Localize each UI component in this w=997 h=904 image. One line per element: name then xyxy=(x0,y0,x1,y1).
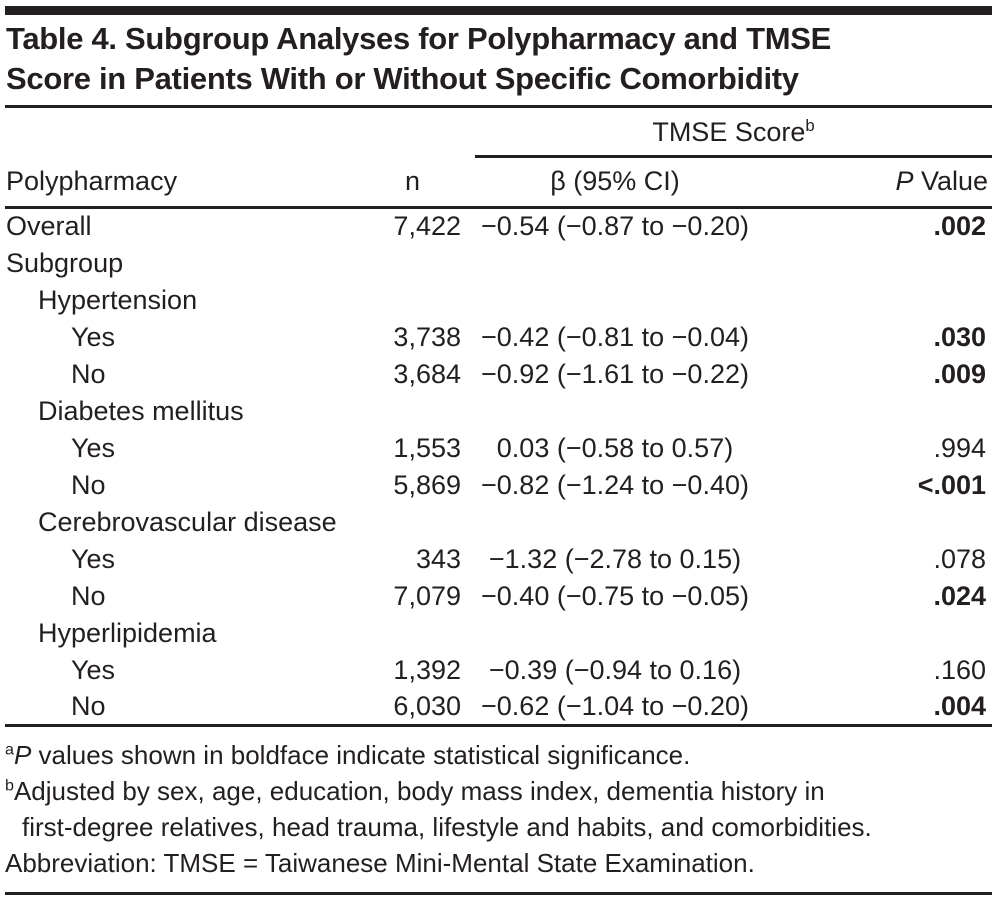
row-n: 7,422 xyxy=(393,211,461,242)
row-n: 5,869 xyxy=(393,469,461,500)
table-row-overall xyxy=(5,208,992,245)
row-label: Hypertension xyxy=(38,284,198,315)
footnote-b-text-line2: first-degree relatives, head trauma, lifestyle and habits, and comorbidities. xyxy=(22,812,872,842)
table-row-subgroup xyxy=(5,245,992,282)
row-n: 3,684 xyxy=(393,358,461,389)
row-label: Yes xyxy=(71,432,116,463)
row-beta-ci: 0.03 (−0.58 to 0.57) xyxy=(496,432,734,463)
table-title xyxy=(6,19,992,99)
spanner-empty-cell xyxy=(5,108,475,157)
row-label: Hyperlipidemia xyxy=(38,617,217,648)
footnote-a-text: values shown in boldface indicate statistical significance. xyxy=(31,740,691,770)
column-header-beta-ci: β (95% CI) xyxy=(475,157,755,208)
table-row-diabetes-no xyxy=(5,467,992,504)
row-n: 3,738 xyxy=(393,321,461,352)
table-row-hyperlipidemia xyxy=(5,615,992,652)
table-row-hypertension-yes xyxy=(5,319,992,356)
tmse-score-spanner xyxy=(475,108,992,157)
row-p-value: .078 xyxy=(933,543,987,574)
row-label: Yes xyxy=(71,654,116,685)
row-label: Diabetes mellitus xyxy=(38,395,244,426)
row-label: No xyxy=(71,469,106,500)
row-p-value: .024 xyxy=(933,580,987,611)
row-label: Yes xyxy=(71,321,116,352)
paper-table-panel xyxy=(0,6,997,895)
footnote-b-text-line1: Adjusted by sex, age, education, body mass index, dementia history in xyxy=(13,776,825,806)
row-label: Cerebrovascular disease xyxy=(38,506,337,537)
table-row-hypertension xyxy=(5,282,992,319)
row-label: No xyxy=(71,580,106,611)
table-row-diabetes-yes xyxy=(5,430,992,467)
row-label: Yes xyxy=(71,543,116,574)
column-header-p-value xyxy=(755,157,992,208)
row-n: 1,553 xyxy=(393,432,461,463)
table-row-cerebrovascular-yes xyxy=(5,541,992,578)
row-p-value: .004 xyxy=(755,689,992,726)
table-row-cerebrovascular xyxy=(5,504,992,541)
table-title-line2: Score in Patients With or Without Specific Comorbidity xyxy=(6,61,799,96)
row-beta-ci: −0.82 (−1.24 to −0.40) xyxy=(481,469,749,500)
table-row-hyperlipidemia-yes xyxy=(5,652,992,689)
row-beta-ci: −0.62 (−1.04 to −0.20) xyxy=(475,689,755,726)
row-p-value: .009 xyxy=(933,358,987,389)
row-p-value: .030 xyxy=(933,321,987,352)
spanner-header-row xyxy=(5,108,992,157)
results-table xyxy=(5,108,992,727)
row-p-value: .160 xyxy=(933,654,987,685)
row-n: 343 xyxy=(415,543,461,574)
abbreviation-note: Abbreviation: TMSE = Taiwanese Mini-Mental State Examination. xyxy=(5,848,755,878)
row-p-value: .994 xyxy=(933,432,987,463)
row-beta-ci: −0.42 (−0.81 to −0.04) xyxy=(481,321,749,352)
table-row-diabetes xyxy=(5,393,992,430)
row-p-value: .002 xyxy=(933,211,987,242)
row-n: 7,079 xyxy=(393,580,461,611)
row-label: Overall xyxy=(6,211,92,242)
top-divider-bar xyxy=(5,6,992,15)
footnotes xyxy=(5,737,992,881)
footnote-a-italic-p: P xyxy=(13,740,32,770)
row-beta-ci: −0.54 (−0.87 to −0.20) xyxy=(481,211,749,242)
row-beta-ci: −1.32 (−2.78 to 0.15) xyxy=(488,543,742,574)
table-title-line1: Table 4. Subgroup Analyses for Polypharmacy and TMSE xyxy=(6,21,832,56)
row-label: Subgroup xyxy=(6,247,124,278)
row-n: 1,392 xyxy=(393,654,461,685)
tmse-score-label: TMSE Score xyxy=(652,117,806,147)
row-label: No xyxy=(5,689,350,726)
footnote-a-marker: a xyxy=(5,740,14,759)
row-label: No xyxy=(71,358,106,389)
table-row-hypertension-no xyxy=(5,356,992,393)
p-value-italic-p: P xyxy=(895,166,914,196)
row-beta-ci: −0.92 (−1.61 to −0.22) xyxy=(481,358,749,389)
column-header-polypharmacy: Polypharmacy xyxy=(5,157,350,208)
footnote-b-marker: b xyxy=(5,776,14,795)
row-beta-ci: −0.40 (−0.75 to −0.05) xyxy=(481,580,749,611)
row-n: 6,030 xyxy=(350,689,475,726)
column-header-row xyxy=(5,157,992,208)
column-header-n: n xyxy=(350,157,475,208)
footnote-a xyxy=(5,737,992,773)
row-beta-ci: −0.39 (−0.94 to 0.16) xyxy=(488,654,742,685)
tmse-score-footnote-marker: b xyxy=(805,116,815,135)
table-row-cerebrovascular-no xyxy=(5,578,992,615)
p-value-rest: Value xyxy=(913,166,989,196)
table-row-hyperlipidemia-no xyxy=(5,689,992,726)
footnote-b xyxy=(5,773,992,845)
row-p-value: <.001 xyxy=(917,469,987,500)
bottom-rule xyxy=(5,892,992,895)
